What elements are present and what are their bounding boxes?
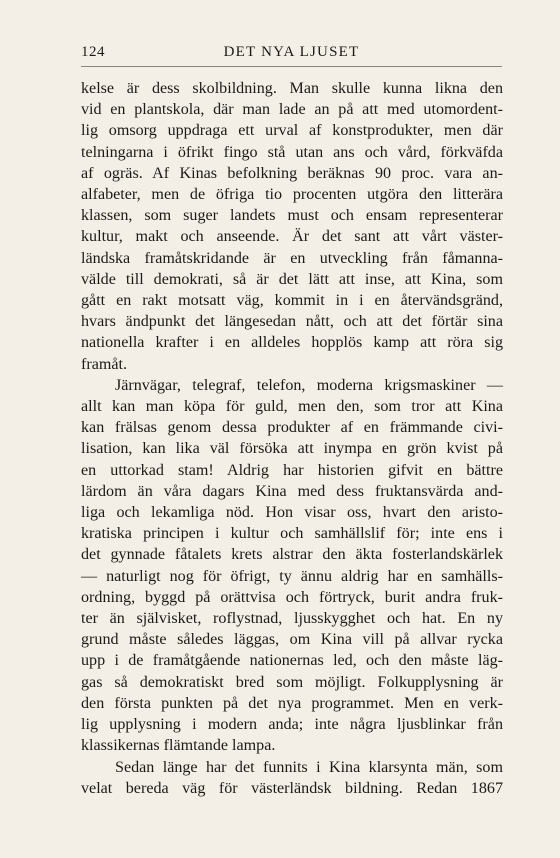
text-line: kultur, makt och anseende. Är det sant att vårt väster- [81,228,503,246]
text-line: kratiska principen i kultur och samhällslif för; inte ens i [81,525,503,543]
text-line: välde till demokrati, så är det lätt att inse, att Kina, som [81,270,503,288]
text-line: kelse är dess skolbildning. Man skulle kunna likna den [81,80,503,97]
paragraph [81,375,503,757]
text-line: framåt. [81,355,128,373]
text-line: — naturligt nog för öfrigt, ty ännu aldrig har en samhälls- [81,567,503,585]
header-rule [81,66,502,67]
text-line: ordning, byggd på orättvisa och förtryck, burit andra fruk- [81,588,503,606]
text-line: det gynnade fåtalets krets alstrar den äkta fosterlandskärlek [81,546,503,564]
paragraph [81,757,503,799]
text-line: velat bereda väg för västerländsk bildning. Redan 1867 [81,779,503,797]
text-line: gått en rakt motsatt väg, kommit in i en återvändsgränd, [81,292,503,310]
text-line: vid en plantskola, där man lade an på att med utomordent- [81,101,503,119]
text-line: telningarna i öfrikt fingo stå utan ans och vård, förkväfda [81,143,503,161]
running-title: DET NYA LJUSET [223,44,360,60]
text-line: Sedan länge har det funnits i Kina klarsynta män, som [115,758,503,776]
text-line: ter än självisket, roflystnad, ljusskygghet och hat. En ny [81,610,503,628]
body-text [81,78,503,799]
text-line: klassikernas flämtande lampa. [81,737,276,755]
text-line: alfabeter, men de öfriga tio procenten utgöra den litterära [81,186,503,204]
text-line: lärdom än våra dagars Kina med dess fruktansvärda and- [81,482,503,500]
text-line: gas så demokratiskt bred som möjligt. Folkupplysning är [81,673,503,691]
text-line: allt kan man köpa för guld, men den, som tror att Kina [81,398,503,416]
text-line: nationella krafter i en alldeles hopplös kamp att röra sig [81,334,503,352]
text-line: klassen, som suger landets must och ensam representerar [81,207,503,225]
text-line: lig omsorg uppdraga ett urval af konstprodukter, men där [81,122,503,140]
page-header [81,44,502,64]
text-line: hvars ändpunkt det längesedan nått, och att det förtär sina [81,313,503,331]
text-line: Järnvägar, telegraf, telefon, moderna krigsmaskiner — [115,376,503,394]
text-line: lisation, kan lika väl försöka att inympa en grön kvist på [81,440,503,458]
text-line: liga och lekamliga nöd. Hon visar oss, hvart den aristo- [81,504,503,522]
text-line: ländska framåtskridande är en utveckling från fåmanna- [81,249,503,267]
text-line: en uttorkad stam! Aldrig har historien gifvit en bättre [81,461,503,479]
text-line: kan frälsas genom dessa produkter af en främmande civi- [81,419,503,437]
text-line: lig upplysning i modern anda; inte några ljusblinkar från [81,716,503,734]
text-line: upp i de framåtgående nationernas led, och den måste läg- [81,652,503,670]
paragraph [81,78,503,375]
text-line: grund måste således läggas, om Kina vill på allvar rycka [81,631,503,649]
text-line: den första punkten på det nya programmet. Men en verk- [81,694,503,712]
page-number: 124 [81,44,105,60]
text-line: af ogräs. Af Kinas befolkning beräknas 90 proc. vara an- [81,164,503,182]
